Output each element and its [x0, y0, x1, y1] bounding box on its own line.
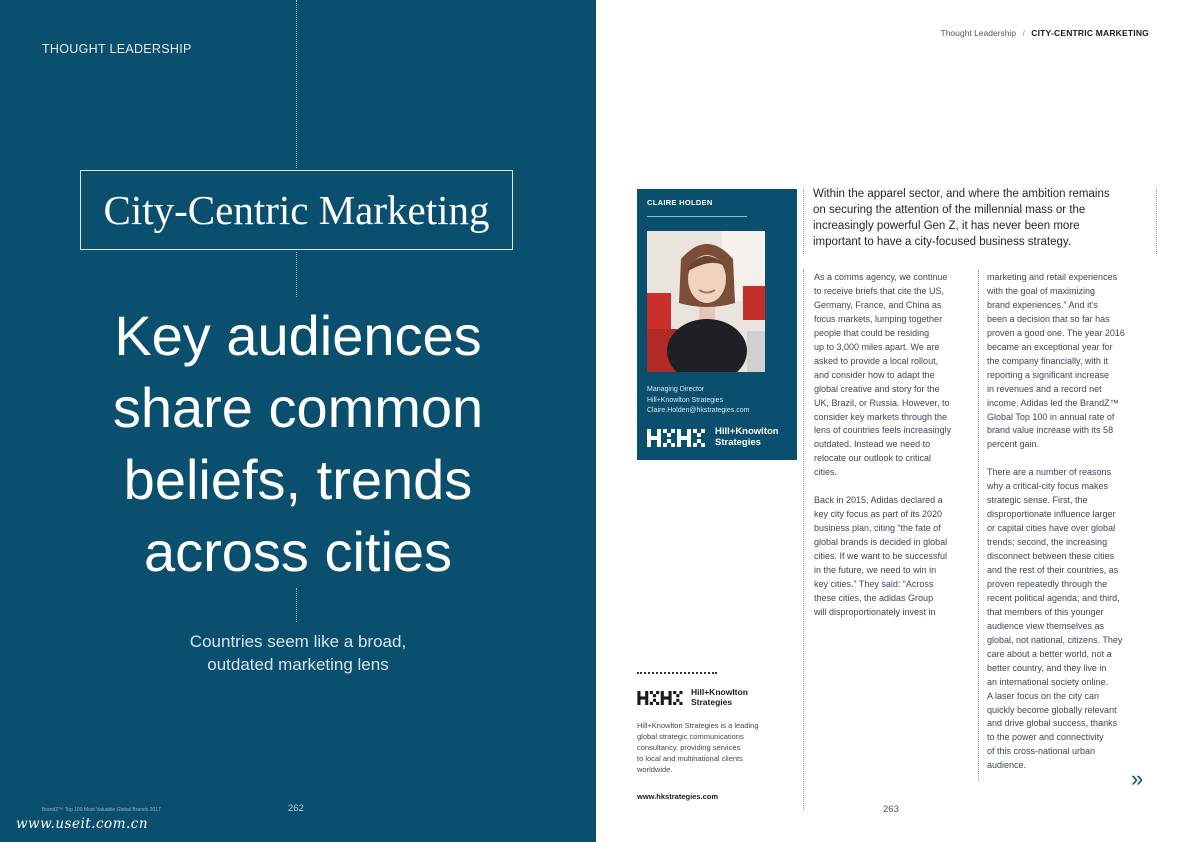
logo-text: [715, 427, 779, 448]
body-line: As a comms agency, we continue: [814, 272, 948, 282]
company-description: [637, 720, 797, 775]
body-line: cities. If we want to be successful: [814, 551, 948, 562]
dotted-rule: [637, 672, 717, 674]
body-line: with the goal of maximizing: [987, 285, 1096, 296]
logo-text-line: Hill+Knowlton: [691, 687, 748, 697]
headline-line: Key audiences: [114, 304, 482, 367]
author-company: Hill+Knowlton Strategies: [647, 396, 724, 404]
body-line: and consider how to adapt the: [814, 369, 935, 380]
body-line: an international society online.: [987, 676, 1109, 687]
headline: [0, 300, 596, 588]
intro-paragraph: [813, 186, 1145, 250]
body-line: these cities, the adidas Group: [814, 592, 934, 603]
hk-logo-icon: [637, 691, 686, 705]
body-line: Germany, France, and China as: [814, 299, 942, 310]
body-line: proven repeatedly through the: [987, 578, 1108, 589]
company-block: [637, 672, 748, 707]
body-line: A laser focus on the city can: [987, 690, 1100, 701]
subhead: [0, 630, 596, 676]
double-chevron-right-icon[interactable]: »: [1131, 766, 1144, 791]
body-paragraph: [987, 466, 1149, 773]
body-line: that members of this younger: [987, 606, 1104, 617]
body-line: key city focus as part of its 2020: [814, 509, 943, 520]
body-line: why a critical-city focus makes: [987, 481, 1109, 492]
headline-line: beliefs, trends: [123, 448, 473, 511]
body-line: global creative and story for the: [814, 383, 940, 394]
body-line: Back in 2015, Adidas declared a: [814, 495, 943, 506]
intro-line: on securing the attention of the millennial mass or the: [813, 204, 1086, 216]
dotted-divider-mid: [296, 252, 297, 297]
body-line: cities.: [814, 467, 838, 478]
body-line: the company financially, with it: [987, 355, 1108, 366]
column-divider-dotted: [1156, 189, 1157, 254]
body-line: proven a good one. The year 2016: [987, 327, 1125, 338]
subhead-line: outdated marketing lens: [207, 655, 389, 674]
logo-text-line: Strategies: [715, 436, 761, 448]
body-line: income. Adidas led the BrandZ™: [987, 397, 1119, 408]
logo-text: [691, 688, 748, 707]
body-line: relocate our outlook to critical: [814, 453, 932, 464]
author-profile-card: [637, 189, 797, 460]
body-line: business plan, citing “the fate of: [814, 523, 941, 534]
page-number-left: 262: [288, 803, 304, 814]
body-line: will disproportionately invest in: [814, 606, 936, 617]
body-line: better country, and they live in: [987, 662, 1107, 673]
body-paragraph: [814, 494, 976, 620]
body-line: to receive briefs that cite the US,: [814, 285, 945, 296]
intro-line: increasingly powerful Gen Z, it has never been more: [813, 220, 1080, 232]
author-photo: [647, 231, 765, 372]
logo-text-line: Strategies: [691, 696, 733, 707]
dotted-divider-bottom: [296, 588, 297, 622]
description-line: Hill+Knowlton Strategies is a leading: [637, 721, 759, 730]
body-line: asked to provide a local rollout,: [814, 355, 939, 366]
section-label: THOUGHT LEADERSHIP: [42, 42, 192, 56]
body-column-1: [814, 271, 976, 620]
body-line: quickly become globally relevant: [987, 704, 1117, 715]
headline-line: share common: [112, 376, 484, 439]
body-line: consider key markets through the: [814, 411, 948, 422]
company-url-link[interactable]: www.hkstrategies.com: [637, 792, 718, 801]
intro-line: Within the apparel sector, and where the ambition remains: [813, 188, 1110, 200]
article-title-box: [80, 170, 513, 250]
body-line: There are a number of reasons: [987, 467, 1112, 478]
author-role: Managing Director: [647, 386, 705, 393]
company-logo: [637, 688, 748, 707]
body-line: to the power and connectivity: [987, 732, 1104, 743]
body-line: disproportionate influence larger: [987, 509, 1116, 520]
breadcrumb-separator: /: [1022, 28, 1025, 38]
description-line: to local and multinational clients: [637, 754, 743, 763]
author-email[interactable]: Claire.Holden@hkstrategies.com: [647, 407, 750, 414]
body-line: marketing and retail experiences: [987, 272, 1118, 282]
body-line: care about a better world, not a: [987, 648, 1112, 659]
article-title: City-Centric Marketing: [103, 187, 490, 233]
logo-text-line: Hill+Knowlton: [715, 426, 779, 437]
hk-logo-icon: [647, 429, 709, 447]
body-line: audience view themselves as: [987, 620, 1105, 631]
publication-footer: BrandZ™ Top 100 Most Valuable Global Brands 2017: [42, 807, 161, 813]
body-paragraph: [987, 271, 1149, 452]
body-line: global, not national, citizens. They: [987, 634, 1123, 645]
body-line: percent gain.: [987, 439, 1040, 450]
body-line: recent political agenda; and third,: [987, 592, 1120, 603]
body-line: and drive global success, thanks: [987, 718, 1118, 729]
body-line: up to 3,000 miles apart. We are: [814, 341, 940, 352]
body-line: UK, Brazil, or Russia. However, to: [814, 397, 950, 408]
author-details: [647, 385, 749, 417]
body-line: in revenues and a record net: [987, 383, 1102, 394]
column-divider-dotted: [803, 189, 804, 254]
body-line: or capital cities have over global: [987, 523, 1116, 534]
body-line: became an exceptional year for: [987, 341, 1113, 352]
breadcrumb-section[interactable]: Thought Leadership: [940, 28, 1017, 38]
breadcrumb-current: CITY-CENTRIC MARKETING: [1031, 28, 1149, 38]
body-line: in the future, we need to win in: [814, 565, 937, 575]
column-divider-dotted: [803, 270, 804, 810]
body-line: disconnect between these cities: [987, 551, 1115, 562]
body-line: audience.: [987, 760, 1027, 771]
column-divider-dotted: [978, 270, 979, 780]
body-line: outdated. Instead we need to: [814, 439, 931, 450]
dotted-divider-top: [296, 0, 297, 168]
body-line: key cities.” They said: “Across: [814, 578, 934, 589]
profile-rule: [647, 216, 747, 217]
body-line: people that could be residing: [814, 327, 930, 338]
body-line: of this cross-national urban: [987, 746, 1096, 757]
description-line: worldwide.: [637, 765, 673, 774]
description-line: global strategic communications: [637, 732, 744, 741]
body-line: and the rest of their countries, as: [987, 565, 1119, 575]
body-line: been a decision that so far has: [987, 313, 1110, 324]
body-column-2: [987, 271, 1149, 773]
page-number-right: 263: [883, 804, 899, 815]
author-name: CLAIRE HOLDEN: [647, 198, 713, 207]
body-line: strategic sense. First, the: [987, 495, 1088, 506]
body-line: Global Top 100 in annual rate of: [987, 411, 1115, 422]
body-line: focus markets, lumping together: [814, 313, 943, 324]
body-line: brand value increase with its 58: [987, 425, 1114, 436]
body-line: global brands is decided in global: [814, 537, 948, 548]
body-paragraph: [814, 271, 976, 480]
company-logo-white: [647, 427, 779, 448]
body-line: brand experiences.” And it’s: [987, 299, 1098, 310]
description-line: consultancy, providing services: [637, 743, 741, 752]
breadcrumb: [941, 28, 1149, 38]
intro-line: important to have a city-focused business strategy.: [813, 236, 1072, 248]
body-line: reporting a significant increase: [987, 369, 1110, 380]
author-photo-illustration: [647, 231, 765, 372]
watermark: www.useit.com.cn: [16, 816, 149, 832]
body-line: lens of countries feels increasingly: [814, 425, 952, 436]
headline-line: across cities: [143, 520, 453, 583]
subhead-line: Countries seem like a broad,: [189, 632, 407, 651]
body-line: trends; second, the increasing: [987, 537, 1108, 548]
